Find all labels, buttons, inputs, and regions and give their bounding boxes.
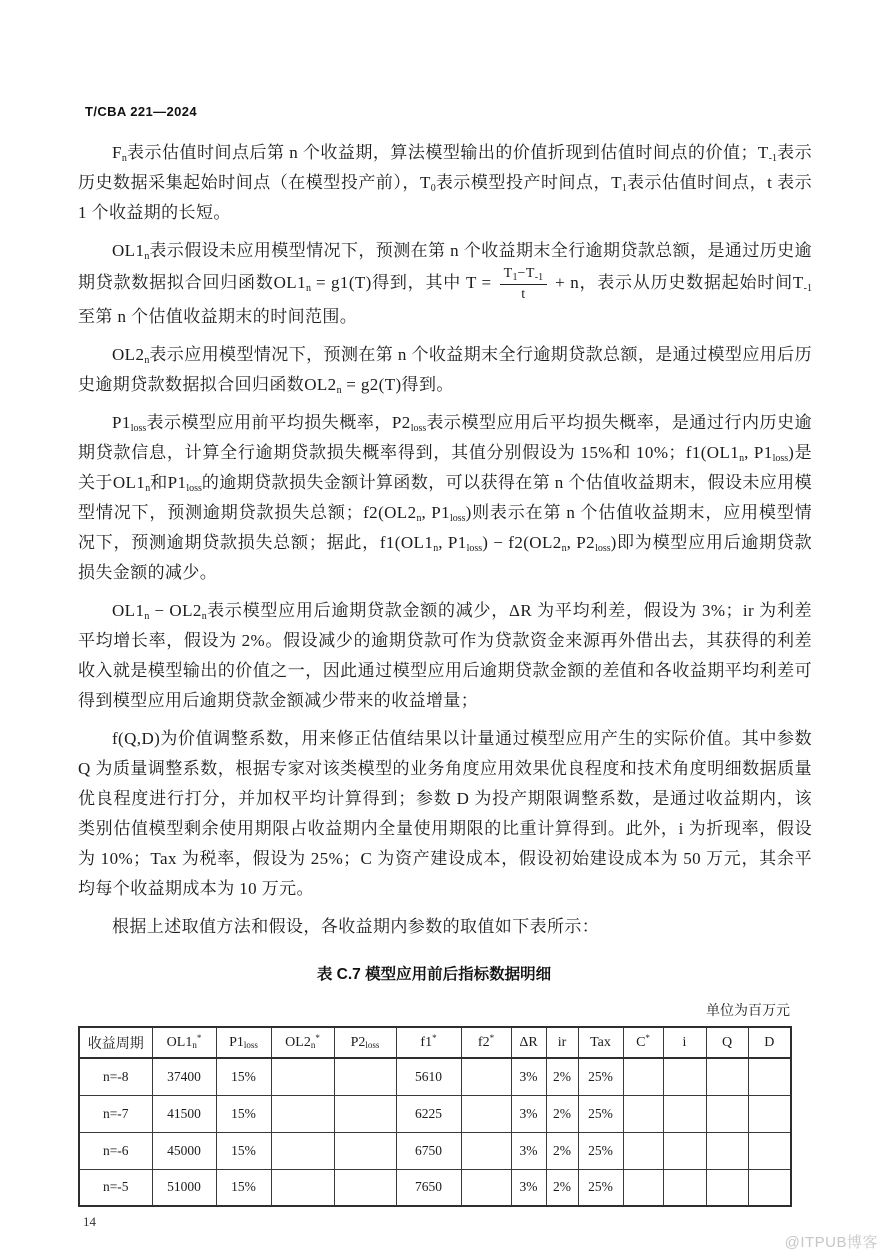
table-cell: 15% bbox=[216, 1058, 271, 1095]
table-cell bbox=[663, 1095, 706, 1132]
paragraph-ol1-definition: $OL1_n$表示假设未应用模型情况下，预测在第 n 个收益期末全行逾期贷款总额，是通过历史逾期贷款数据拟合回归函数$OL1_n = g1(T)$得到，其中 T = $\frac{T_1-T_{-1}}{t}$ + n，表示从历史数据起始时间$T_{-1}$至第 n 个估值收益期末的时间范围。 bbox=[78, 241, 812, 326]
table-cell bbox=[334, 1095, 396, 1132]
paragraph-delta-r: $OL1_n - OL2_n$表示模型应用后逾期贷款金额的减少，ΔR 为平均利差，假设为 3%；ir 为利差平均增长率，假设为 2%。假设减少的逾期贷款可作为贷款资金来源再外借出去，其获得的利差收入就是模型输出的价值之一，因此通过模型应用后逾期贷款金额的差值和各收益期平均利差可得到模型应用后逾期贷款金额减少带来的收益增量； bbox=[78, 601, 812, 710]
table-cell: 15% bbox=[216, 1169, 271, 1206]
table-title: 表 C.7 模型应用前后指标数据明细 bbox=[316, 966, 552, 983]
table-cell: n=-7 bbox=[79, 1095, 152, 1132]
table-cell bbox=[334, 1132, 396, 1169]
table-cell: 25% bbox=[578, 1132, 623, 1169]
paragraph-table-lead-in: 根据上述取值方法和假设，各收益期内参数的取值如下表所示： bbox=[112, 917, 600, 936]
table-cell: n=-6 bbox=[79, 1132, 152, 1169]
table-cell bbox=[706, 1058, 748, 1095]
table-row bbox=[79, 1058, 791, 1095]
column-header: D bbox=[748, 1027, 791, 1058]
table-row bbox=[79, 1095, 791, 1132]
column-header: Q bbox=[706, 1027, 748, 1058]
table-cell bbox=[461, 1095, 511, 1132]
table-cell bbox=[461, 1058, 511, 1095]
table-cell bbox=[334, 1058, 396, 1095]
paragraph-fn-definition: $F_n$表示估值时间点后第 n 个收益期，算法模型输出的价值折现到估值时间点的价值；$T_{-1}$表示历史数据采集起始时间点（在模型投产前），$T_0$表示模型投产时间点，$T_1$表示估值时间点，t 表示 1 个收益期的长短。 bbox=[78, 143, 812, 222]
column-header: f2* bbox=[461, 1027, 511, 1058]
table-cell: 15% bbox=[216, 1132, 271, 1169]
paragraph-ploss-definition: $P1_{loss}$表示模型应用前平均损失概率，$P2_{loss}$表示模型应用后平均损失概率，是通过行内历史逾期贷款信息，计算全行逾期贷款损失概率得到，其值分别假设为 15%和 10%；$f1(OL1_n$, $P1_{loss}$)是关于$OL1_n$和$P1_{loss}$的逾期贷款损失金额计算函数，可以获得在第 n 个估值收益期末，假设未应用模型情况下，预测逾期贷款损失总额；$f2(OL2_n$, $P1_{loss}$)则表示在第 n 个估值收益期末，应用模型情况下，预测逾期贷款损失总额；据此，$f1(OL1_n$, $P1_{loss}) - f2(OL2_n$, $P2_{loss}$)即为模型应用后逾期贷款损失金额的减少。 bbox=[78, 413, 813, 582]
table-cell: 3% bbox=[511, 1058, 546, 1095]
column-header: ir bbox=[546, 1027, 578, 1058]
page-number: 14 bbox=[83, 1214, 96, 1229]
table-cell bbox=[623, 1095, 663, 1132]
table-cell bbox=[271, 1058, 334, 1095]
table-cell: 25% bbox=[578, 1169, 623, 1206]
table-body bbox=[79, 1058, 791, 1206]
column-header: i bbox=[663, 1027, 706, 1058]
table-cell: 51000 bbox=[152, 1169, 216, 1206]
document-number: T/CBA 221—2024 bbox=[85, 104, 198, 119]
table-row bbox=[79, 1132, 791, 1169]
table-cell bbox=[334, 1169, 396, 1206]
table-cell: 5610 bbox=[396, 1058, 461, 1095]
table-cell bbox=[706, 1132, 748, 1169]
table-cell: 41500 bbox=[152, 1095, 216, 1132]
column-header: $P1_{loss}$ bbox=[216, 1027, 271, 1058]
table-cell: 6225 bbox=[396, 1095, 461, 1132]
table-cell: 2% bbox=[546, 1169, 578, 1206]
table-cell: 3% bbox=[511, 1169, 546, 1206]
table-cell: 2% bbox=[546, 1132, 578, 1169]
table-cell bbox=[461, 1132, 511, 1169]
table-cell: 2% bbox=[546, 1095, 578, 1132]
column-header: $P2_{loss}$ bbox=[334, 1027, 396, 1058]
table-cell: 2% bbox=[546, 1058, 578, 1095]
column-header: Tax bbox=[578, 1027, 623, 1058]
column-header: $OL1_n^*$ bbox=[152, 1027, 216, 1058]
table-cell bbox=[461, 1169, 511, 1206]
table-cell: 15% bbox=[216, 1095, 271, 1132]
table-cell bbox=[663, 1132, 706, 1169]
table-header-row bbox=[79, 1027, 791, 1058]
table-head bbox=[79, 1027, 791, 1058]
table-cell: 25% bbox=[578, 1095, 623, 1132]
table-cell bbox=[748, 1095, 791, 1132]
column-header: f1* bbox=[396, 1027, 461, 1058]
table-cell bbox=[623, 1058, 663, 1095]
table-cell bbox=[271, 1095, 334, 1132]
column-header: 收益周期 bbox=[79, 1027, 152, 1058]
table-cell bbox=[663, 1058, 706, 1095]
table-unit-note: 单位为百万元 bbox=[706, 1004, 790, 1019]
table-cell: 3% bbox=[511, 1095, 546, 1132]
table-cell: n=-8 bbox=[79, 1058, 152, 1095]
document-body bbox=[78, 138, 812, 1230]
table-cell bbox=[706, 1095, 748, 1132]
table-cell bbox=[623, 1169, 663, 1206]
data-table bbox=[78, 1026, 792, 1207]
column-header: C* bbox=[623, 1027, 663, 1058]
fraction: $\frac{T_1-T_{-1}}{t}$ bbox=[500, 266, 548, 302]
table-cell bbox=[748, 1058, 791, 1095]
table-cell bbox=[271, 1132, 334, 1169]
table-cell: 6750 bbox=[396, 1132, 461, 1169]
table-cell bbox=[271, 1169, 334, 1206]
table-cell bbox=[623, 1132, 663, 1169]
table-cell: 7650 bbox=[396, 1169, 461, 1206]
watermark: @ITPUB博客 bbox=[784, 1234, 878, 1251]
table-row bbox=[79, 1169, 791, 1206]
table-cell: 3% bbox=[511, 1132, 546, 1169]
table-cell bbox=[748, 1169, 791, 1206]
table-cell bbox=[706, 1169, 748, 1206]
table-cell bbox=[748, 1132, 791, 1169]
paragraph-ol2-definition: $OL2_n$表示应用模型情况下，预测在第 n 个收益期末全行逾期贷款总额，是通过模型应用后历史逾期贷款数据拟合回归函数$OL2_n = g2(T)$得到。 bbox=[78, 345, 812, 396]
column-header: $OL2_n^*$ bbox=[271, 1027, 334, 1058]
table-cell: 45000 bbox=[152, 1132, 216, 1169]
table-cell: 37400 bbox=[152, 1058, 216, 1095]
table-cell: n=-5 bbox=[79, 1169, 152, 1206]
table-cell: 25% bbox=[578, 1058, 623, 1095]
column-header: ΔR bbox=[511, 1027, 546, 1058]
table-cell bbox=[663, 1169, 706, 1206]
paragraph-fqd-definition: f(Q,D)为价值调整系数，用来修正估值结果以计量通过模型应用产生的实际价值。其中参数 Q 为质量调整系数，根据专家对该类模型的业务角度应用效果优良程度和技术角度明细数据质量优良程度进行打分，并加权平均计算得到；参数 D 为投产期限调整系数，是通过收益期内，该类别估值模型剩余使用期限占收益期内全量使用期限的比重计算得到。此外，i 为折现率，假设为 10%；Tax 为税率，假设为 25%；C 为资产建设成本，假设初始建设成本为 50 万元，其余平均每个收益期成本为 10 万元。 bbox=[78, 729, 812, 898]
